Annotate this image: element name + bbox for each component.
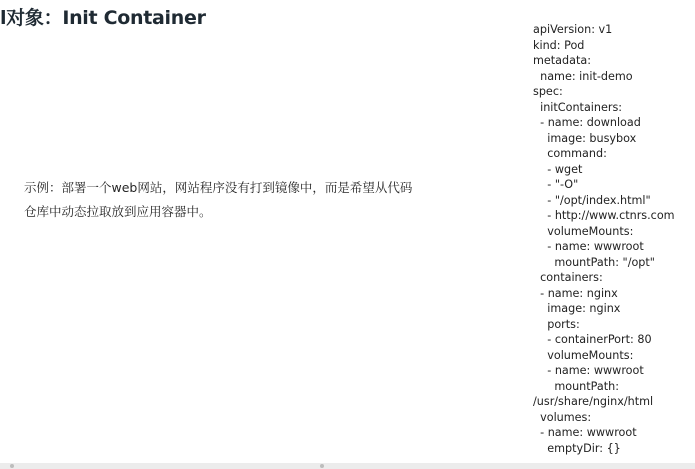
yaml-line: kind: Pod [533,38,585,52]
yaml-line: image: nginx [533,302,621,315]
yaml-line: volumeMounts: [533,224,634,238]
yaml-line: - "/opt/index.html" [533,193,651,207]
yaml-line: /usr/share/nginx/html [533,395,654,408]
yaml-line: command: [533,147,607,160]
yaml-line: mountPath: "/opt" [533,255,655,269]
yaml-line: metadata: [533,54,591,67]
yaml-line: containers: [533,271,603,284]
yaml-line: - name: wwwroot [533,426,637,439]
yaml-line: spec: [533,85,563,98]
yaml-line: image: busybox [533,131,637,145]
pod-yaml-code [533,22,695,456]
yaml-line: - containerPort: 80 [533,333,652,346]
yaml-line: - name: wwwroot [533,364,644,377]
yaml-line: - "-O" [533,178,579,191]
yaml-line: ports: [533,317,580,331]
slide-title: l对象：Init Container [0,7,206,29]
yaml-line: - name: download [533,116,641,129]
yaml-line: initContainers: [533,100,623,114]
yaml-line: volumeMounts: [533,348,634,362]
description-line: 仓库中动态拉取放到应用容器中。 [24,204,212,219]
yaml-line: - name: wwwroot [533,240,644,253]
yaml-line: volumes: [533,410,592,424]
bottom-scrollbar [0,463,695,469]
scroll-indicator-dot [10,464,14,468]
yaml-line: - http://www.ctnrs.com [533,209,675,222]
yaml-line: - name: nginx [533,286,618,300]
yaml-line: mountPath: [533,379,619,393]
description-line: 示例：部署一个web网站，网站程序没有打到镜像中，而是希望从代码 [24,180,413,195]
yaml-line: emptyDir: {} [533,441,621,455]
yaml-line: - wget [533,162,583,176]
example-description [24,176,444,224]
yaml-line: apiVersion: v1 [533,23,613,36]
scroll-indicator-dot [320,464,324,468]
yaml-line: name: init-demo [533,69,633,83]
